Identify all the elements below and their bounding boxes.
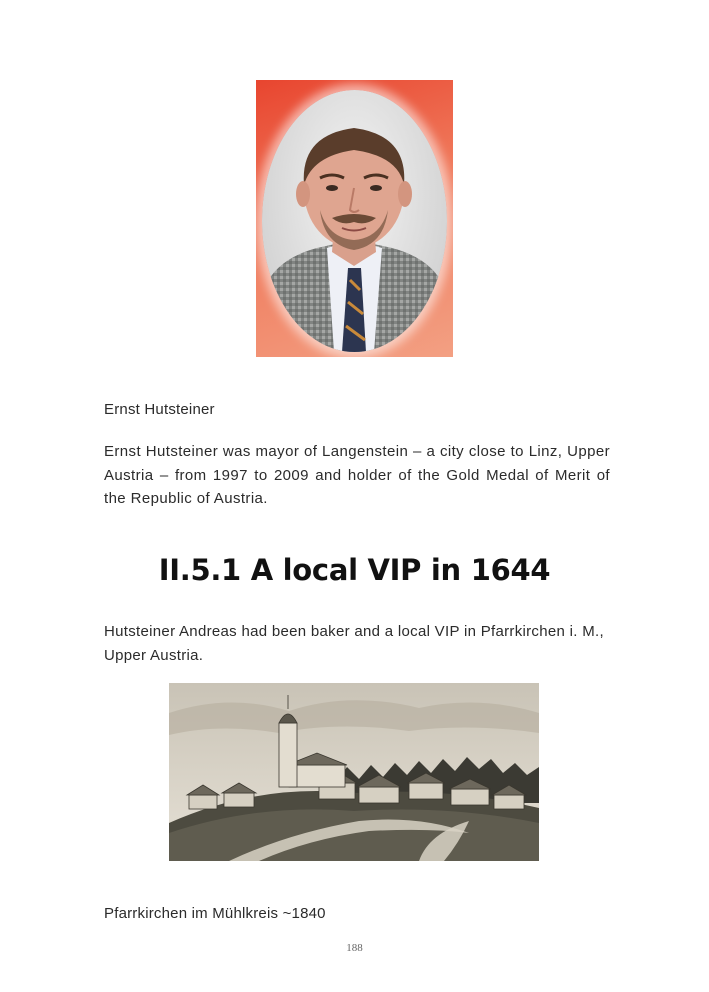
section-heading: II.5.1 A local VIP in 1644 bbox=[158, 553, 551, 587]
mayor-paragraph: Ernst Hutsteiner was mayor of Langenstein – a city close to Linz, Upper Austria – from 1997 to 2009 and holder of the Gold Medal of Merit of the Republic of Austria. bbox=[104, 443, 610, 507]
page-number: 188 bbox=[346, 942, 363, 954]
portrait-caption: Ernst Hutsteiner bbox=[104, 401, 215, 418]
village-engraving bbox=[169, 683, 539, 861]
portrait-figure bbox=[262, 90, 447, 352]
portrait-oval bbox=[262, 90, 447, 352]
vip-paragraph: Hutsteiner Andreas had been baker and a local VIP in Pfarrkirchen i. M., Upper Austria. bbox=[104, 623, 604, 664]
portrait-photo bbox=[256, 80, 453, 357]
engraving-caption: Pfarrkirchen im Mühlkreis ~1840 bbox=[104, 905, 326, 922]
engraving-scene bbox=[169, 683, 539, 861]
